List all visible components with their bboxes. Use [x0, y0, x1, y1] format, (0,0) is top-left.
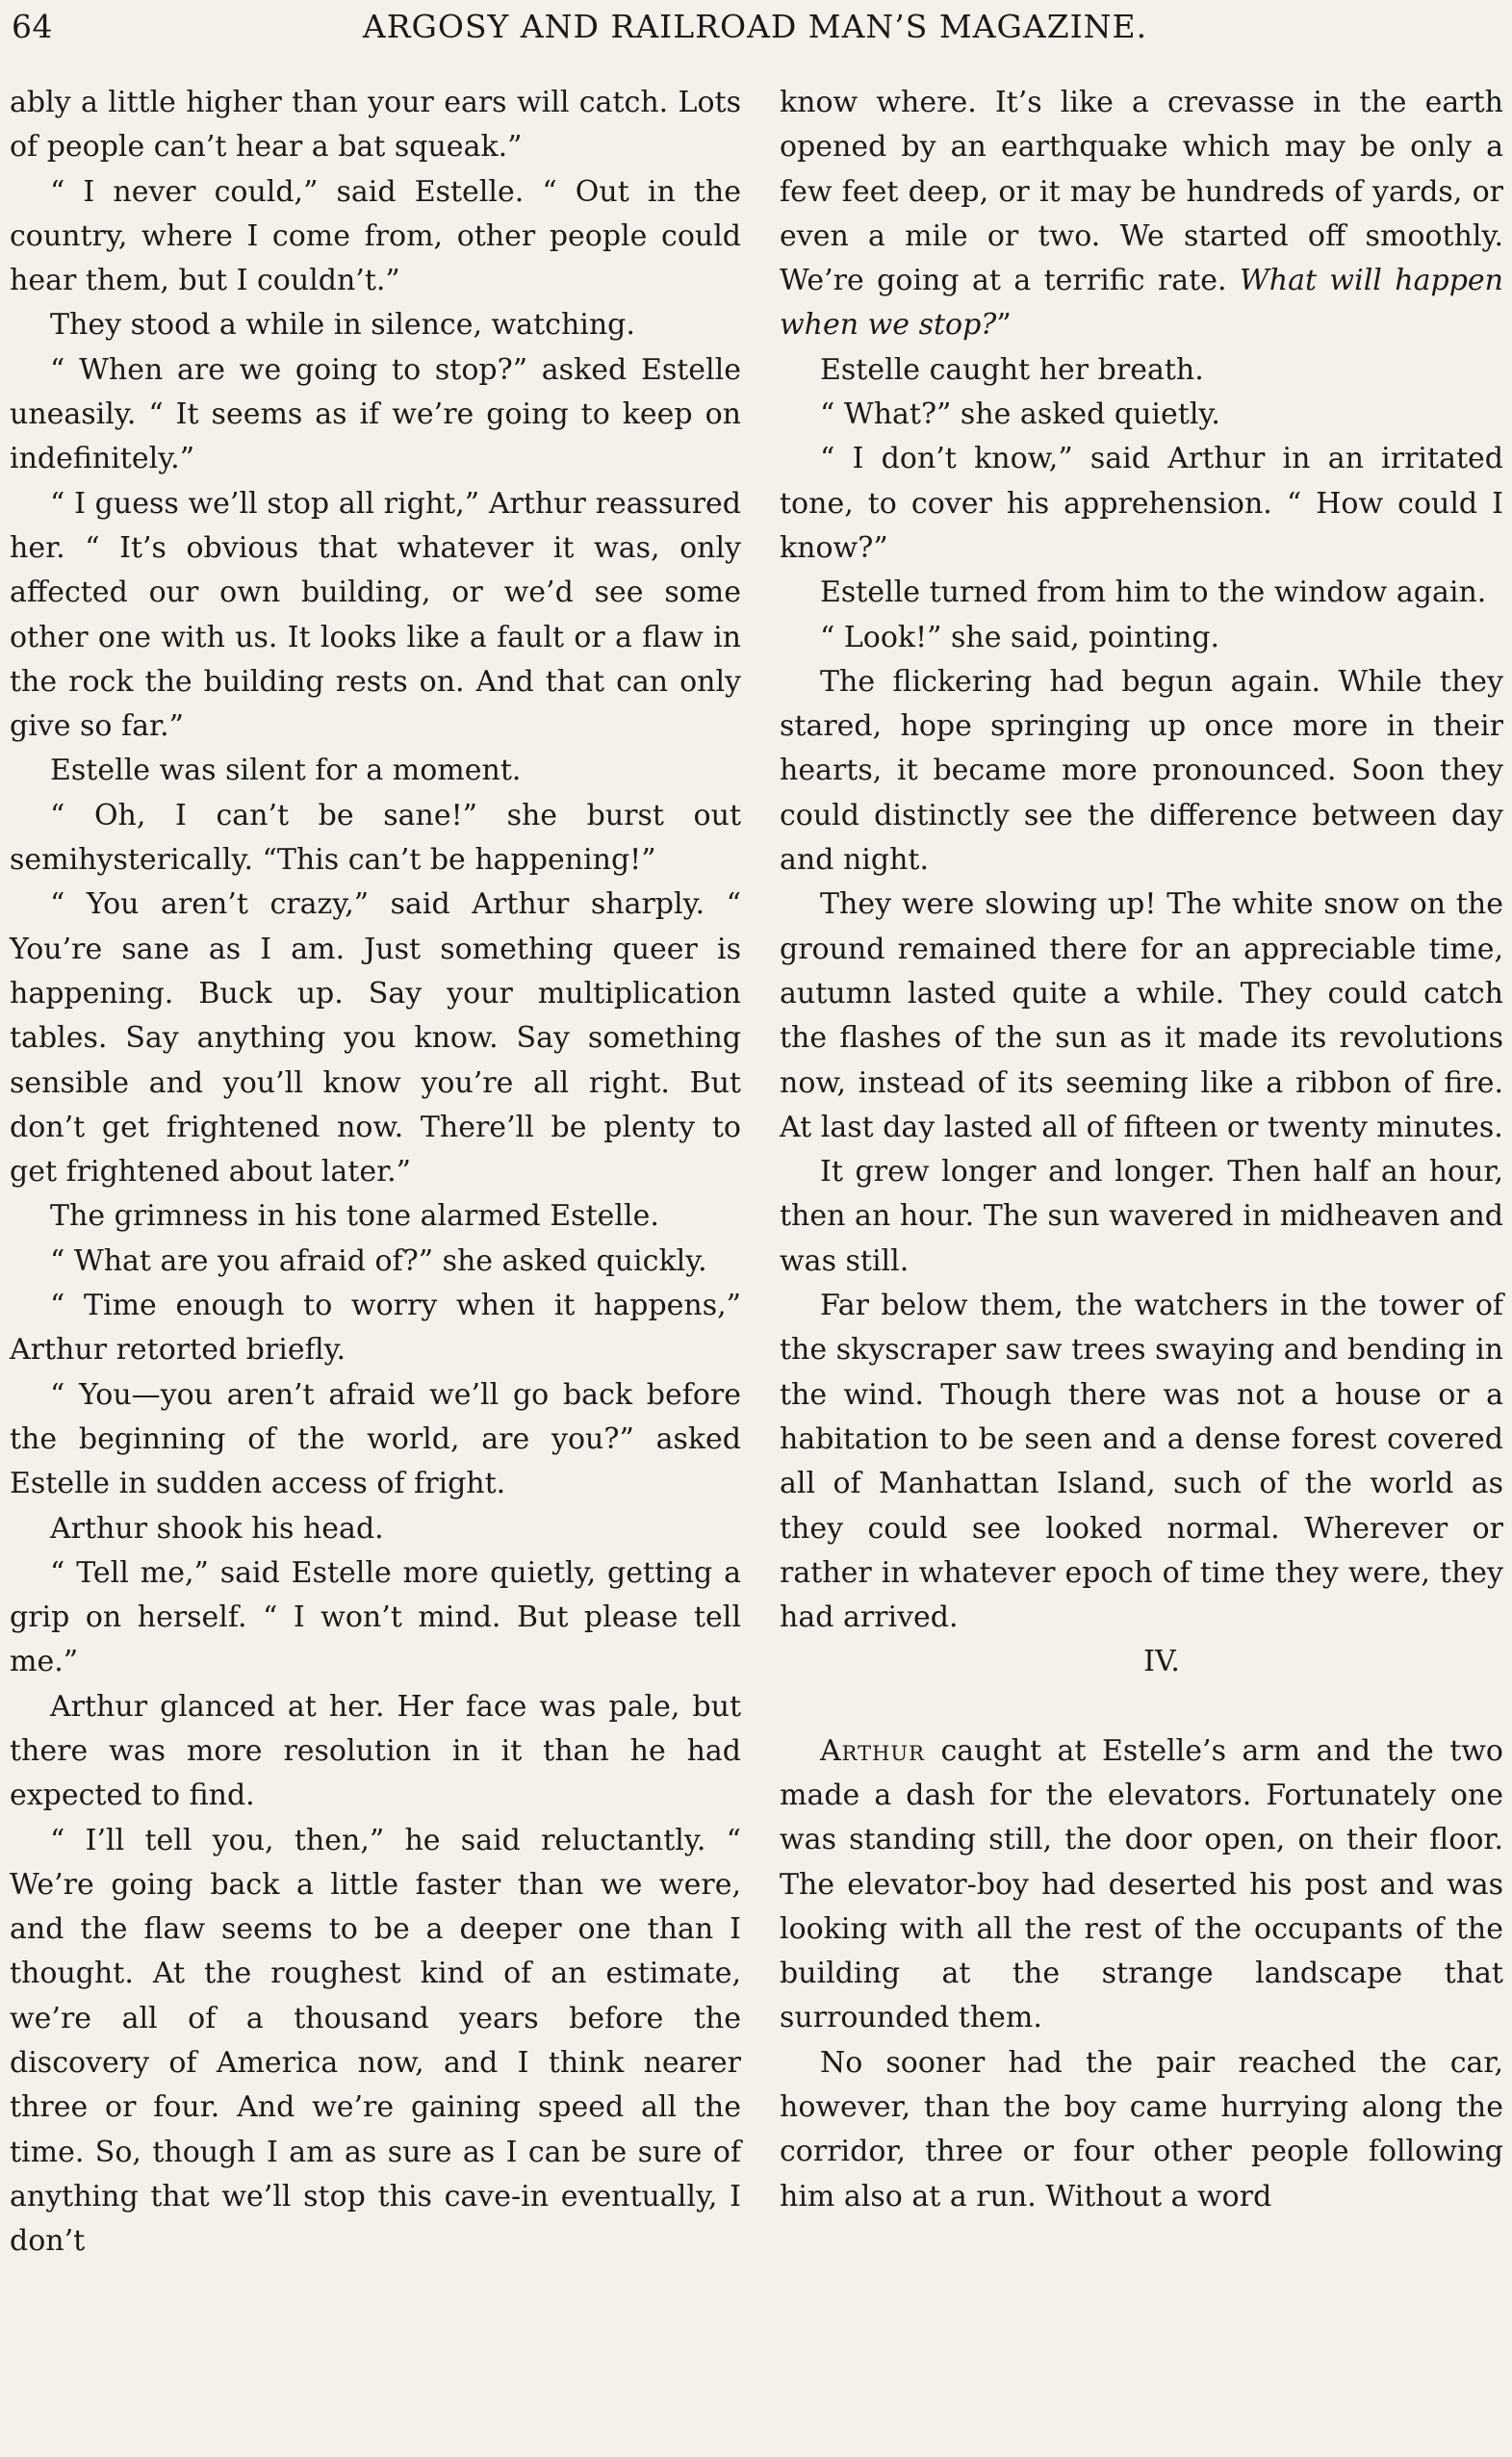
paragraph: “ I never could,” said Estelle. “ Out in the country, where I come from, other people could hear them, but I couldn’t.”: [10, 174, 741, 298]
paragraph: ably a little higher than your ears will catch. Lots of people can’t hear a bat squeak.”: [10, 86, 741, 165]
paragraph: It grew longer and longer. Then half an hour, then an hour. The sun wavered in midheaven and was still.: [780, 1155, 1503, 1278]
italic-question: What will happen when we stop?: [780, 264, 1503, 343]
paragraph: They were slowing up! The white snow on the ground remained there for an appreciable time, autumn lasted quite a while. They could catch the flashes of the sun as it made its revolutions now, instead of its seeming like a ribbon of fire. At last day lasted all of fifteen or twenty minutes.: [780, 887, 1503, 1144]
paragraph: Arthur shook his head.: [50, 1511, 384, 1546]
page-header: [12, 8, 1499, 46]
paragraph: Estelle was silent for a moment.: [50, 754, 522, 788]
left-column: [10, 81, 741, 2265]
paragraph: “ I’ll tell you, then,” he said reluctantly. “ We’re going back a little faster than we were, and the flaw seems to be a deeper one than I thought. At the roughest kind of an estimate, we’re all of a thousand years before the discovery of America now, and I think nearer three or four. And we’re gaining speed all the time. So, though I am as sure as I can be sure of anything that we’ll stop this cave-in eventually, I don’t: [10, 1823, 741, 2259]
paragraph: “ Oh, I can’t be sane!” she burst out semihysterically. “This can’t be happening!”: [10, 798, 741, 878]
paragraph: “ Time enough to worry when it happens,” Arthur retorted briefly.: [10, 1289, 741, 1368]
paragraph: Estelle caught her breath.: [820, 352, 1204, 387]
continuation-paragraph: [780, 81, 1503, 348]
paragraph: They stood a while in silence, watching.: [50, 308, 635, 343]
running-title: ARGOSY AND RAILROAD MAN’S MAGAZINE.: [362, 8, 1148, 45]
paragraph: No sooner had the pair reached the car, however, than the boy came hurrying along the corridor, three or four other people following him also at a run. Without a word: [780, 2045, 1503, 2214]
paragraph: “ Look!” she said, pointing.: [820, 620, 1220, 654]
paragraph: “ Tell me,” said Estelle more quietly, getting a grip on herself. “ I won’t mind. But please tell me.”: [10, 1555, 741, 1679]
right-column: [780, 81, 1503, 2219]
paragraph: “ What are you afraid of?” she asked quickly.: [50, 1243, 707, 1278]
paragraph: Arthur glanced at her. Her face was pale, but there was more resolution in it than he had expected to find.: [10, 1689, 741, 1813]
paragraph: “ What?” she asked quietly.: [820, 397, 1220, 432]
section-spacer: [780, 1685, 1503, 1729]
paragraph: “ I guess we’ll stop all right,” Arthur reassured her. “ It’s obvious that whatever it was, only affected our own building, or we’d see some other one with us. It looks like a fault or a flaw in the rock the building rests on. And that can only give so far.”: [10, 486, 741, 744]
page-number: 64: [12, 8, 53, 45]
section-first-paragraph: [780, 1729, 1503, 2041]
section-heading: IV.: [1143, 1645, 1180, 1679]
paragraph: “ I don’t know,” said Arthur in an irritated tone, to cover his apprehension. “ How could I know?”: [780, 442, 1503, 565]
closing-quote: ”: [996, 308, 1012, 343]
continuation-text: know where. It’s like a crevasse in the earth opened by an earthquake which may be only a few feet deep, or it may be hundreds of yards, or even a mile or two. We started off smoothly. We’re going at a terrific rate.: [780, 86, 1503, 298]
paragraph: “ When are we going to stop?” asked Estelle uneasily. “ It seems as if we’re going to keep on indefinitely.”: [10, 352, 741, 476]
lead-word: Arthur: [820, 1733, 925, 1768]
paragraph: “ You aren’t crazy,” said Arthur sharply. “ You’re sane as I am. Just something queer is happening. Buck up. Say your multiplication tables. Say anything you know. Say something sensible and you’ll know you’re all right. But don’t get frightened now. There’ll be plenty to get frightened about later.”: [10, 887, 741, 1190]
paragraph: The grimness in his tone alarmed Estelle.: [50, 1199, 659, 1234]
first-paragraph-text: caught at Estelle’s arm and the two made a dash for the elevators. Fortunately one was standing still, the door open, on their floor. The elevator-boy had deserted his post and was looking with all the rest of the occupants of the building at the strange landscape that surrounded them.: [780, 1733, 1503, 2035]
paragraph: The flickering had begun again. While they stared, hope springing up once more in their hearts, it became more pronounced. Soon they could distinctly see the difference between day and night.: [780, 664, 1503, 878]
paragraph: Far below them, the watchers in the tower of the skyscraper saw trees swaying and bending in the wind. Though there was not a house or a habitation to be seen and a dense forest covered all of Manhattan Island, such of the world as they could see looked normal. Wherever or rather in whatever epoch of time they were, they had arrived.: [780, 1289, 1503, 1635]
paragraph: Estelle turned from him to the window again.: [820, 576, 1487, 610]
paragraph: “ You—you aren’t afraid we’ll go back before the beginning of the world, are you?” asked Estelle in sudden access of fright.: [10, 1377, 741, 1501]
